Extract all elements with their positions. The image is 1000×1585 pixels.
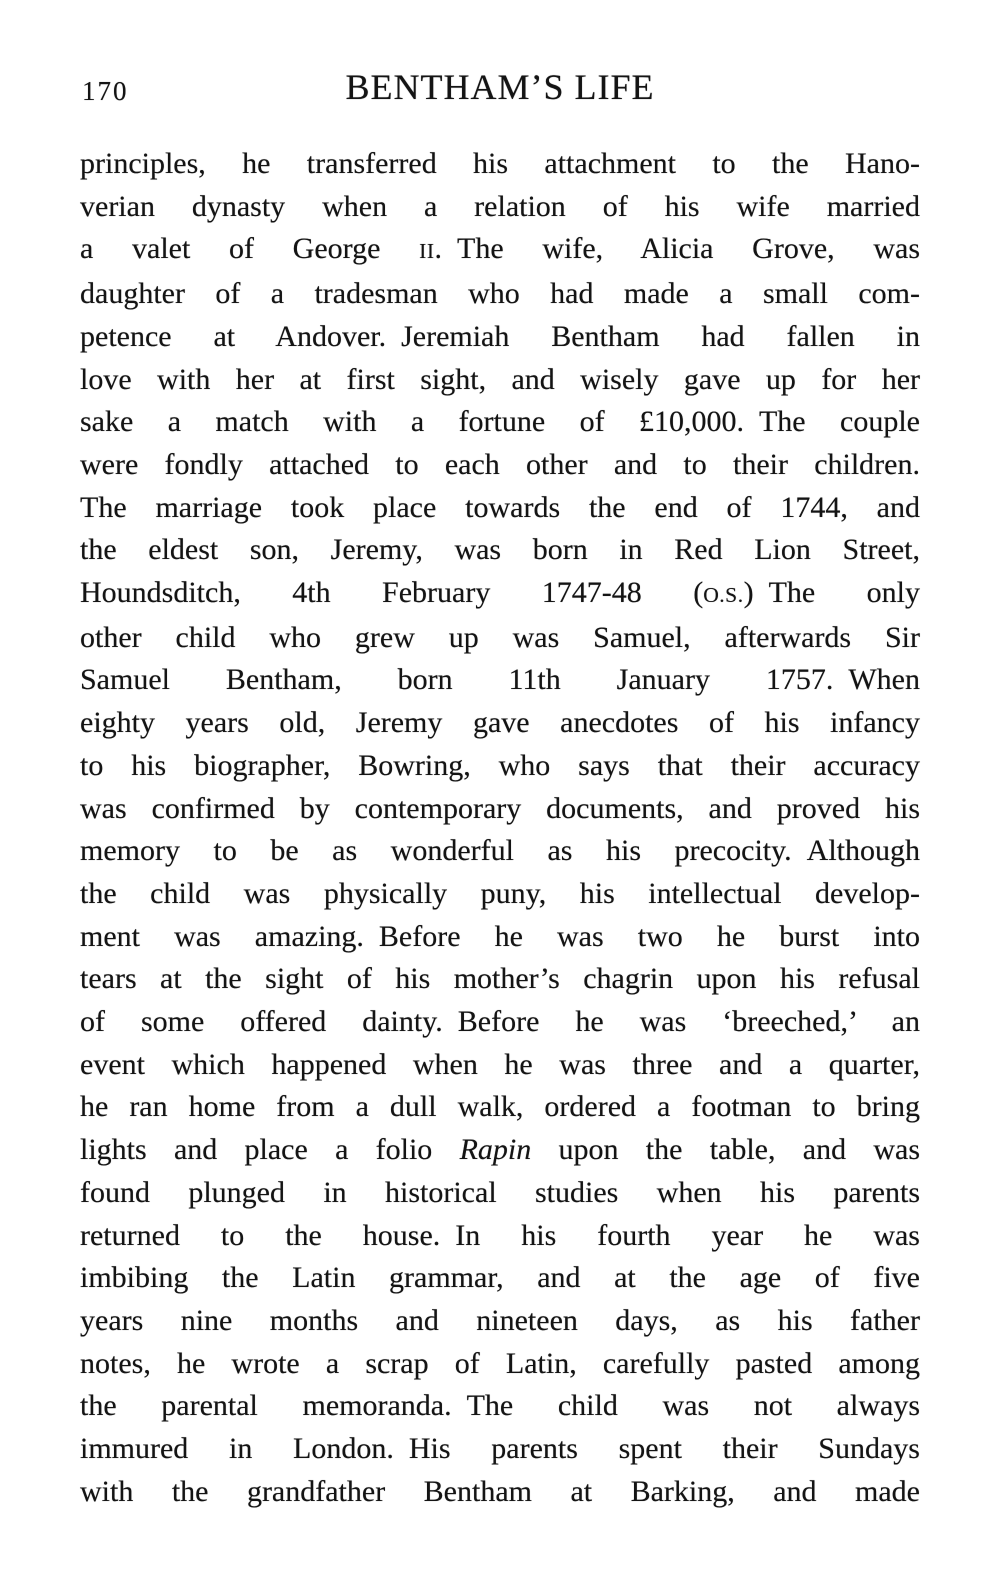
text-segment: with the grandfather Bentham at Barking, and made	[80, 1474, 920, 1508]
text-segment: imbibing the Latin grammar, and at the age of five	[80, 1261, 920, 1295]
text-line	[80, 958, 920, 1001]
text-segment: . The wife, Alicia Grove, was	[434, 232, 920, 266]
text-segment: Houndsditch, 4th February 1747-48 (	[80, 576, 704, 610]
text-line	[80, 1428, 920, 1471]
text-segment: verian dynasty when a relation of his wife married	[80, 189, 920, 223]
italic-text: Rapin	[459, 1133, 532, 1167]
page-header-title: BENTHAM’S LIFE	[345, 67, 655, 107]
small-caps-text: II	[419, 239, 435, 264]
text-segment: event which happened when he was three and a quarter,	[80, 1047, 920, 1081]
text-segment: of some offered dainty. Before he was ‘breeched,’ an	[80, 1005, 920, 1039]
text-segment: principles, he transferred his attachment to the Hano-	[80, 147, 920, 180]
text-line	[80, 1086, 920, 1129]
text-segment: returned to the house. In his fourth year he was	[80, 1218, 920, 1252]
text-segment: notes, he wrote a scrap of Latin, carefully pasted among	[80, 1346, 920, 1380]
text-line	[80, 788, 920, 831]
text-segment: the eldest son, Jeremy, was born in Red Lion Street,	[80, 533, 920, 567]
text-line	[80, 702, 920, 745]
text-line	[80, 1385, 920, 1428]
text-line	[80, 1257, 920, 1300]
text-segment: other child who grew up was Samuel, afterwards Sir	[80, 620, 920, 654]
text-segment: was confirmed by contemporary documents, and proved his	[80, 791, 920, 825]
text-line	[80, 873, 920, 916]
text-segment: ) The only	[743, 576, 920, 610]
text-line	[80, 1471, 920, 1514]
text-segment: The marriage took place towards the end of 1744, and	[80, 490, 920, 524]
text-segment: the child was physically puny, his intellectual develop-	[80, 876, 920, 910]
text-segment: daughter of a tradesman who had made a small com-	[80, 277, 920, 311]
text-line	[80, 529, 920, 572]
text-line	[80, 1172, 920, 1215]
text-segment: petence at Andover. Jeremiah Bentham had fallen in	[80, 319, 920, 353]
text-segment: love with her at first sight, and wisely gave up for her	[80, 362, 920, 396]
text-segment: tears at the sight of his mother’s chagrin upon his refusal	[80, 962, 920, 996]
text-segment: sake a match with a fortune of £10,000. The couple	[80, 405, 920, 439]
text-segment: the parental memoranda. The child was not always	[80, 1389, 920, 1423]
text-segment: immured in London. His parents spent their Sundays	[80, 1432, 920, 1466]
text-segment: were fondly attached to each other and to their children.	[80, 447, 920, 481]
text-segment: lights and place a folio	[80, 1133, 460, 1167]
text-segment: to his biographer, Bowring, who says that their accuracy	[80, 748, 920, 782]
text-line	[80, 659, 920, 702]
text-line	[80, 143, 920, 186]
text-line	[80, 359, 920, 402]
text-line	[80, 1129, 920, 1172]
text-line	[80, 401, 920, 444]
text-line	[80, 572, 920, 617]
text-line	[80, 316, 920, 359]
text-line	[80, 487, 920, 530]
text-segment: years nine months and nineteen days, as his father	[80, 1303, 920, 1337]
text-segment: found plunged in historical studies when his parents	[80, 1175, 920, 1209]
text-line	[80, 228, 920, 273]
text-line	[80, 1215, 920, 1258]
text-segment: eighty years old, Jeremy gave anecdotes of his infancy	[80, 706, 920, 740]
text-line	[80, 273, 920, 316]
text-line	[80, 1044, 920, 1087]
running-head	[80, 66, 920, 108]
text-line	[80, 745, 920, 788]
body-text	[80, 143, 920, 1514]
text-line	[80, 830, 920, 873]
text-line	[80, 916, 920, 959]
text-line	[80, 1300, 920, 1343]
text-line	[80, 186, 920, 229]
text-segment: a valet of George	[80, 232, 420, 266]
text-line	[80, 1001, 920, 1044]
text-line	[80, 617, 920, 660]
text-segment: he ran home from a dull walk, ordered a footman to bring	[80, 1090, 920, 1124]
text-segment: Samuel Bentham, born 11th January 1757. When	[80, 663, 920, 697]
text-segment: ment was amazing. Before he was two he burst into	[80, 919, 920, 953]
text-line	[80, 1343, 920, 1386]
small-caps-text: O.S.	[703, 583, 744, 608]
text-line	[80, 444, 920, 487]
text-segment: upon the table, and was	[531, 1133, 920, 1167]
text-segment: memory to be as wonderful as his precocity. Although	[80, 834, 920, 868]
page-number: 170	[82, 76, 129, 106]
